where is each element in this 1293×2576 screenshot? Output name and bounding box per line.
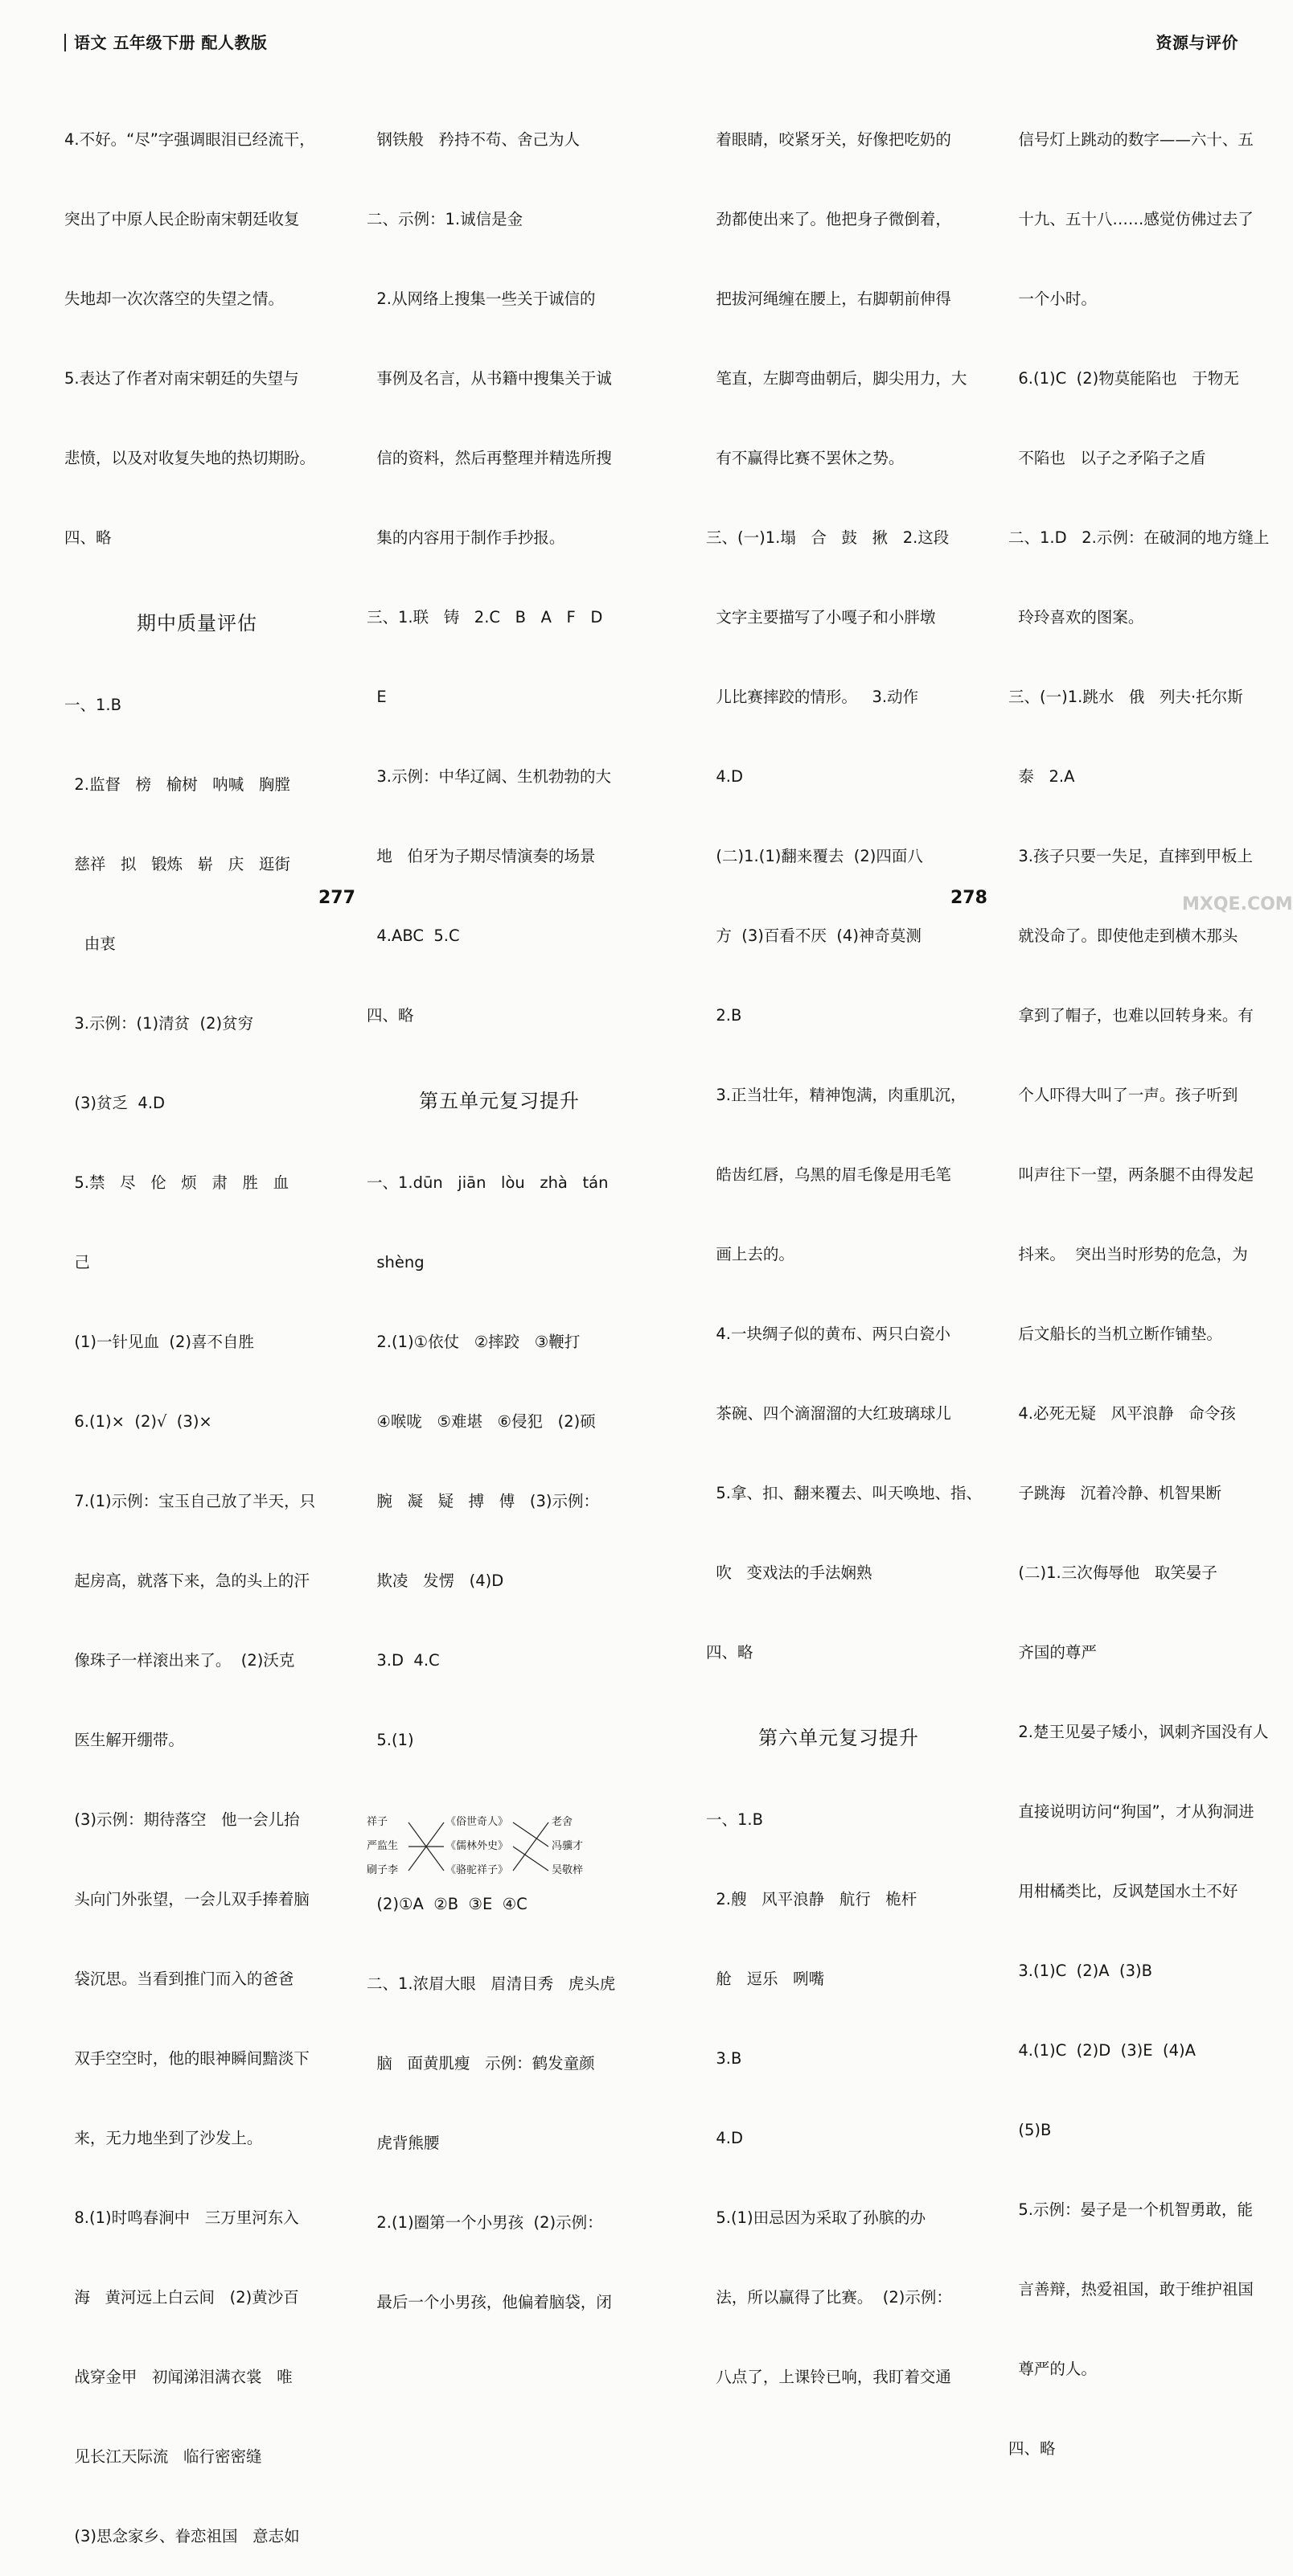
text-line: 3.示例：(1)清贫 (2)贫穷 <box>64 1014 254 1033</box>
text-line: 舱 逗乐 咧嘴 <box>706 1970 825 1988</box>
text-line: (5)B <box>1008 2121 1052 2139</box>
text-line: 一、1.B <box>706 1810 763 1829</box>
text-line: 4.必死无疑 风平浪静 命令孩 <box>1008 1404 1236 1423</box>
text-line: 4.D <box>706 2129 744 2147</box>
text-line: 3.示例：中华辽阔、生机勃勃的大 <box>367 767 612 786</box>
text-line: 悲愤，以及对收复失地的热切期盼。 <box>64 449 316 467</box>
text-line: 3.孩子只要一失足，直摔到甲板上 <box>1008 847 1254 865</box>
text-line: 3.D 4.C <box>367 1651 440 1670</box>
section-title: 期中质量评估 <box>137 612 257 635</box>
text-line: 战穿金甲 初闻涕泪满衣裳 唯 <box>64 2368 293 2386</box>
text-line: 2.楚王见晏子矮小，讽刺齐国没有人 <box>1008 1723 1269 1741</box>
column-3 <box>706 73 983 2417</box>
text-line: 8.(1)时鸣春涧中 三万里河东入 <box>64 2208 299 2227</box>
text-line: 四、略 <box>706 1643 753 1662</box>
text-line: 4.一块绸子似的黄布、两只白瓷小 <box>706 1325 951 1343</box>
text-line: (3)思念家乡、眷恋祖国 意志如 <box>64 2527 300 2545</box>
match-mid-item: 《骆驼祥子》 <box>445 1864 509 1876</box>
text-line: 最后一个小男孩，他偏着脑袋，闭 <box>367 2293 612 2311</box>
text-line: 像珠子一样滚出来了。 (2)沃克 <box>64 1651 295 1670</box>
text-line: 二、1.D 2.示例：在破洞的地方缝上 <box>1008 528 1270 547</box>
text-line: 有不赢得比赛不罢休之势。 <box>706 449 905 467</box>
text-line: 三、(一)1.塌 合 鼓 揪 2.这段 <box>706 528 950 547</box>
column-4 <box>1008 73 1274 2488</box>
text-line: 头向门外张望，一会儿双手捧着脑 <box>64 1890 310 1908</box>
header-left-text: 语文 五年级下册 配人教版 <box>74 33 268 52</box>
text-line: (3)贫乏 4.D <box>64 1094 166 1112</box>
match-left-item: 严监生 <box>367 1840 399 1852</box>
text-line: 一、1.dūn jiān lòu zhà tán <box>367 1173 609 1192</box>
text-line: (二)1.(1)翻来覆去 (2)四面八 <box>706 847 923 865</box>
text-line: 方 (3)百看不厌 (4)神奇莫测 <box>706 926 922 945</box>
text-line: 子跳海 沉着冷静、机智果断 <box>1008 1484 1221 1502</box>
text-line: 3.(1)C (2)A (3)B <box>1008 1962 1152 1980</box>
text-line: 集的内容用于制作手抄报。 <box>367 528 565 547</box>
text-line: 事例及名言，从书籍中搜集关于诚 <box>367 369 612 388</box>
text-line: 吹 变戏法的手法娴熟 <box>706 1563 872 1582</box>
text-line: 慈祥 拟 锻炼 崭 庆 逛街 <box>64 855 290 873</box>
text-line: 袋沉思。当看到推门而入的爸爸 <box>64 1970 294 1988</box>
text-line: 言善辩，热爱祖国，敢于维护祖国 <box>1008 2280 1254 2299</box>
text-line: 5.(1)田忌因为采取了孙膑的办 <box>706 2208 926 2227</box>
watermark-logo: MXQE.COM <box>1182 894 1293 914</box>
text-line: 5.示例：晏子是一个机智勇敢，能 <box>1008 2200 1254 2219</box>
text-line: 3.B <box>706 2049 742 2068</box>
text-line: 儿比赛摔跤的情形。 3.动作 <box>706 688 919 706</box>
match-mid-item: 《儒林外史》 <box>445 1840 509 1852</box>
text-line: 泰 2.A <box>1008 767 1075 786</box>
text-line: 失地却一次次落空的失望之情。 <box>64 290 285 308</box>
text-line: 起房高，就落下来，急的头上的汗 <box>64 1571 310 1590</box>
section-title: 第五单元复习提升 <box>419 1090 580 1112</box>
text-line: 海 黄河远上白云间 (2)黄沙百 <box>64 2288 299 2307</box>
text-line: 齐国的尊严 <box>1008 1643 1097 1662</box>
text-line: 5.禁 尽 伦 烦 肃 胜 血 <box>64 1173 289 1192</box>
match-left-item: 刷子李 <box>367 1864 399 1876</box>
matching-diagram <box>367 1810 616 1876</box>
text-line: (3)示例：期待落空 他一会儿抬 <box>64 1810 300 1829</box>
text-line: (2)①A ②B ③E ④C <box>367 1895 527 1913</box>
section-title: 第六单元复习提升 <box>758 1727 919 1749</box>
text-line: 拿到了帽子，也难以回转身来。有 <box>1008 1006 1254 1025</box>
text-line: 突出了中原人民企盼南宋朝廷收复 <box>64 210 300 228</box>
text-line: 2.从网络上搜集一些关于诚信的 <box>367 290 596 308</box>
text-line: 三、(一)1.跳水 俄 列夫·托尔斯 <box>1008 688 1243 706</box>
text-line: 叫声往下一望，两条腿不由得发起 <box>1008 1165 1254 1184</box>
text-line: 就没命了。即使他走到横木那头 <box>1008 926 1238 945</box>
text-line: 钢铁般 矜持不苟、舍己为人 <box>367 130 580 149</box>
match-line <box>513 1847 548 1871</box>
text-line: 地 伯牙为子期尽情演奏的场景 <box>367 847 596 865</box>
text-line: 6.(1)× (2)√ (3)× <box>64 1412 212 1431</box>
text-line: 劲都使出来了。他把身子微倒着， <box>706 210 951 228</box>
text-line: 6.(1)C (2)物莫能陷也 于物无 <box>1008 369 1239 388</box>
text-line: 信的资料，然后再整理并精选所搜 <box>367 449 612 467</box>
match-line <box>513 1822 548 1871</box>
text-line: 腕 凝 疑 搏 傅 (3)示例： <box>367 1492 599 1510</box>
text-line: shèng <box>367 1253 425 1272</box>
text-line: 2.监督 榜 榆树 呐喊 胸膛 <box>64 775 290 794</box>
text-line: 一个小时。 <box>1008 290 1097 308</box>
text-line: 后文船长的当机立断作铺垫。 <box>1008 1325 1222 1343</box>
text-line: 画上去的。 <box>706 1245 794 1263</box>
column-2 <box>367 73 632 2342</box>
text-line: 欺凌 发愣 (4)D <box>367 1571 504 1590</box>
match-left-item: 祥子 <box>367 1816 388 1828</box>
text-line: 来，无力地坐到了沙发上。 <box>64 2129 263 2147</box>
text-line: 4.(1)C (2)D (3)E (4)A <box>1008 2041 1196 2060</box>
text-line: E <box>367 688 387 706</box>
text-line: 不陷也 以子之矛陷子之盾 <box>1008 449 1206 467</box>
text-line: 医生解开绷带。 <box>64 1731 184 1749</box>
text-line: 2.(1)圈第一个小男孩 (2)示例： <box>367 2213 603 2232</box>
match-line <box>513 1822 548 1847</box>
text-line: 二、1.浓眉大眼 眉清目秀 虎头虎 <box>367 1974 616 1993</box>
text-line: 八点了，上课铃已响，我盯着交通 <box>706 2368 951 2386</box>
text-line: 四、略 <box>367 1006 414 1025</box>
text-line: 玲玲喜欢的图案。 <box>1008 608 1144 627</box>
text-line: (二)1.三次侮辱他 取笑晏子 <box>1008 1563 1217 1582</box>
text-line: 四、略 <box>64 528 112 547</box>
text-line: 文字主要描写了小嘎子和小胖墩 <box>706 608 936 627</box>
text-line: 四、略 <box>1008 2439 1056 2458</box>
text-line: 信号灯上跳动的数字——六十、五 <box>1008 130 1254 149</box>
text-line: 3.正当壮年，精神饱满，肉重肌沉， <box>706 1086 967 1104</box>
text-line: 笔直，左脚弯曲朝后，脚尖用力，大 <box>706 369 967 388</box>
text-line: 7.(1)示例：宝玉自己放了半天，只 <box>64 1492 316 1510</box>
text-line: 着眼睛，咬紧牙关，好像把吃奶的 <box>706 130 951 149</box>
match-right-item: 老舍 <box>552 1816 573 1828</box>
text-line: 皓齿红唇，乌黑的眉毛像是用毛笔 <box>706 1165 951 1184</box>
text-line: 5.拿、扣、翻来覆去、叫天唤地、指、 <box>706 1484 983 1502</box>
header-left <box>64 30 267 53</box>
header-bar <box>64 34 66 51</box>
text-line: 2.B <box>706 1006 742 1025</box>
match-right-item: 冯骥才 <box>552 1840 584 1852</box>
text-line: 2.艘 风平浪静 航行 桅杆 <box>706 1890 917 1908</box>
text-line: 二、示例：1.诚信是金 <box>367 210 523 228</box>
text-line: 十九、五十八……感觉仿佛过去了 <box>1008 210 1254 228</box>
page-number-left: 277 <box>318 888 355 908</box>
text-line: 虎背熊腰 <box>367 2134 440 2152</box>
text-line: 由衷 <box>64 935 116 953</box>
page-number-right: 278 <box>950 888 987 908</box>
text-line: 双手空空时，他的眼神瞬间黯淡下 <box>64 2049 310 2068</box>
text-line: 抖来。 突出当时形势的危急，为 <box>1008 1245 1248 1263</box>
text-line: 4.不好。“尽”字强调眼泪已经流干， <box>64 130 315 149</box>
text-line: 用柑橘类比，反讽楚国水土不好 <box>1008 1882 1238 1900</box>
column-1 <box>64 73 330 2576</box>
match-mid-item: 《俗世奇人》 <box>445 1816 509 1828</box>
text-line: 己 <box>64 1253 90 1272</box>
text-line: 见长江天际流 临行密密缝 <box>64 2447 262 2466</box>
text-line: 一、1.B <box>64 696 121 714</box>
match-right-item: 吴敬梓 <box>552 1864 584 1876</box>
text-line: 法，所以赢得了比赛。 (2)示例： <box>706 2288 952 2307</box>
text-line: (1)一针见血 (2)喜不自胜 <box>64 1333 255 1351</box>
text-line: 把拔河绳缠在腰上，右脚朝前伸得 <box>706 290 951 308</box>
text-line: 尊严的人。 <box>1008 2360 1097 2378</box>
header-right: 资源与评价 <box>1155 33 1238 52</box>
text-line: 4.ABC 5.C <box>367 926 460 945</box>
text-line: 个人吓得大叫了一声。孩子听到 <box>1008 1086 1238 1104</box>
text-line: 直接说明访问“狗国”，才从狗洞进 <box>1008 1802 1254 1821</box>
text-line: ④喉咙 ⑤难堪 ⑥侵犯 (2)硕 <box>367 1412 596 1431</box>
text-line: 2.(1)①依仗 ②摔跤 ③鞭打 <box>367 1333 581 1351</box>
text-line: 三、1.联 铸 2.C B A F D <box>367 608 603 627</box>
text-line: 5.表达了作者对南宋朝廷的失望与 <box>64 369 299 388</box>
text-line: 4.D <box>706 767 744 786</box>
text-line: 脑 面黄肌瘦 示例：鹤发童颜 <box>367 2054 595 2073</box>
text-line: 5.(1) <box>367 1731 414 1749</box>
text-line: 茶碗、四个滴溜溜的大红玻璃球儿 <box>706 1404 951 1423</box>
